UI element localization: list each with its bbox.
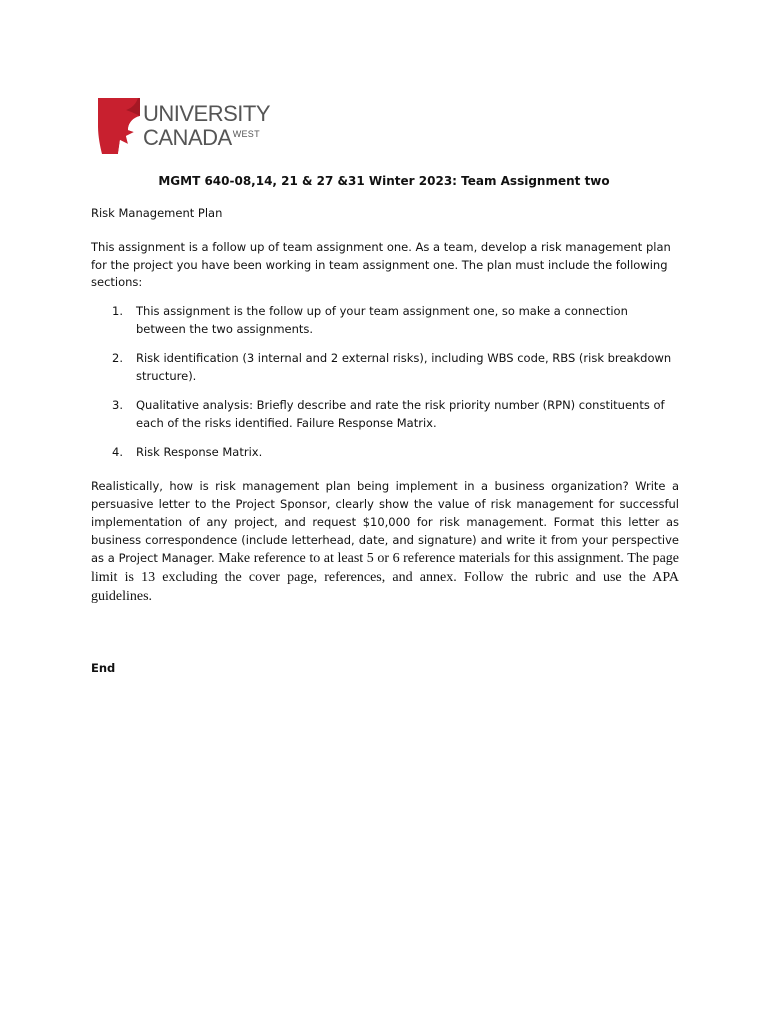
logo-line-university: UNIVERSITY [143,101,271,126]
list-item [91,444,681,462]
closing-sans-text: Realistically, how is risk management plan being implement in a business organization? Write a persuasive letter to the Project Sponsor, clearly show the value of risk management for successful implementation of any project, and request $10,000 for risk management. Format this letter as business correspondence (include letterhead, date, and signature) and write it from your perspective as a Project Manager. [91,479,679,565]
maple-leaf-logo-icon [98,96,142,156]
closing-paragraph [91,477,679,606]
list-item-text: Risk identification (3 internal and 2 external risks), including WBS code, RBS (risk breakdown structure). [136,351,672,383]
university-logo [98,96,288,156]
list-item [91,350,681,385]
list-item [91,397,681,432]
end-label: End [91,661,116,675]
list-item [91,303,681,338]
section-heading: Risk Management Plan [91,206,223,220]
document-title: MGMT 640-08,14, 21 & 27 &31 Winter 2023: Team Assignment two [158,174,610,188]
list-item-number: 1. [112,304,123,318]
requirements-list [91,303,681,474]
logo-wordmark [143,101,271,151]
intro-paragraph: This assignment is a follow up of team assignment one. As a team, develop a risk management plan for the project you have been working in team assignment one. The plan must include the following sections: [91,240,671,289]
closing-serif-text: Make reference to at least 5 or 6 reference materials for this assignment. The page limit is 13 excluding the cover page, references, and annex. Follow the rubric and use the APA guidelines. [91,551,679,604]
list-item-text: Risk Response Matrix. [136,445,263,459]
list-item-text: Qualitative analysis: Briefly describe and rate the risk priority number (RPN) constituents of each of the risks identified. Failure Response Matrix. [136,398,665,430]
list-item-text: This assignment is the follow up of your team assignment one, so make a connection between the two assignments. [136,304,628,336]
list-item-number: 4. [112,445,123,459]
logo-line-canada: CANADA [143,125,232,150]
list-item-number: 2. [112,351,123,365]
logo-line-west: WEST [232,129,260,139]
list-item-number: 3. [112,398,123,412]
